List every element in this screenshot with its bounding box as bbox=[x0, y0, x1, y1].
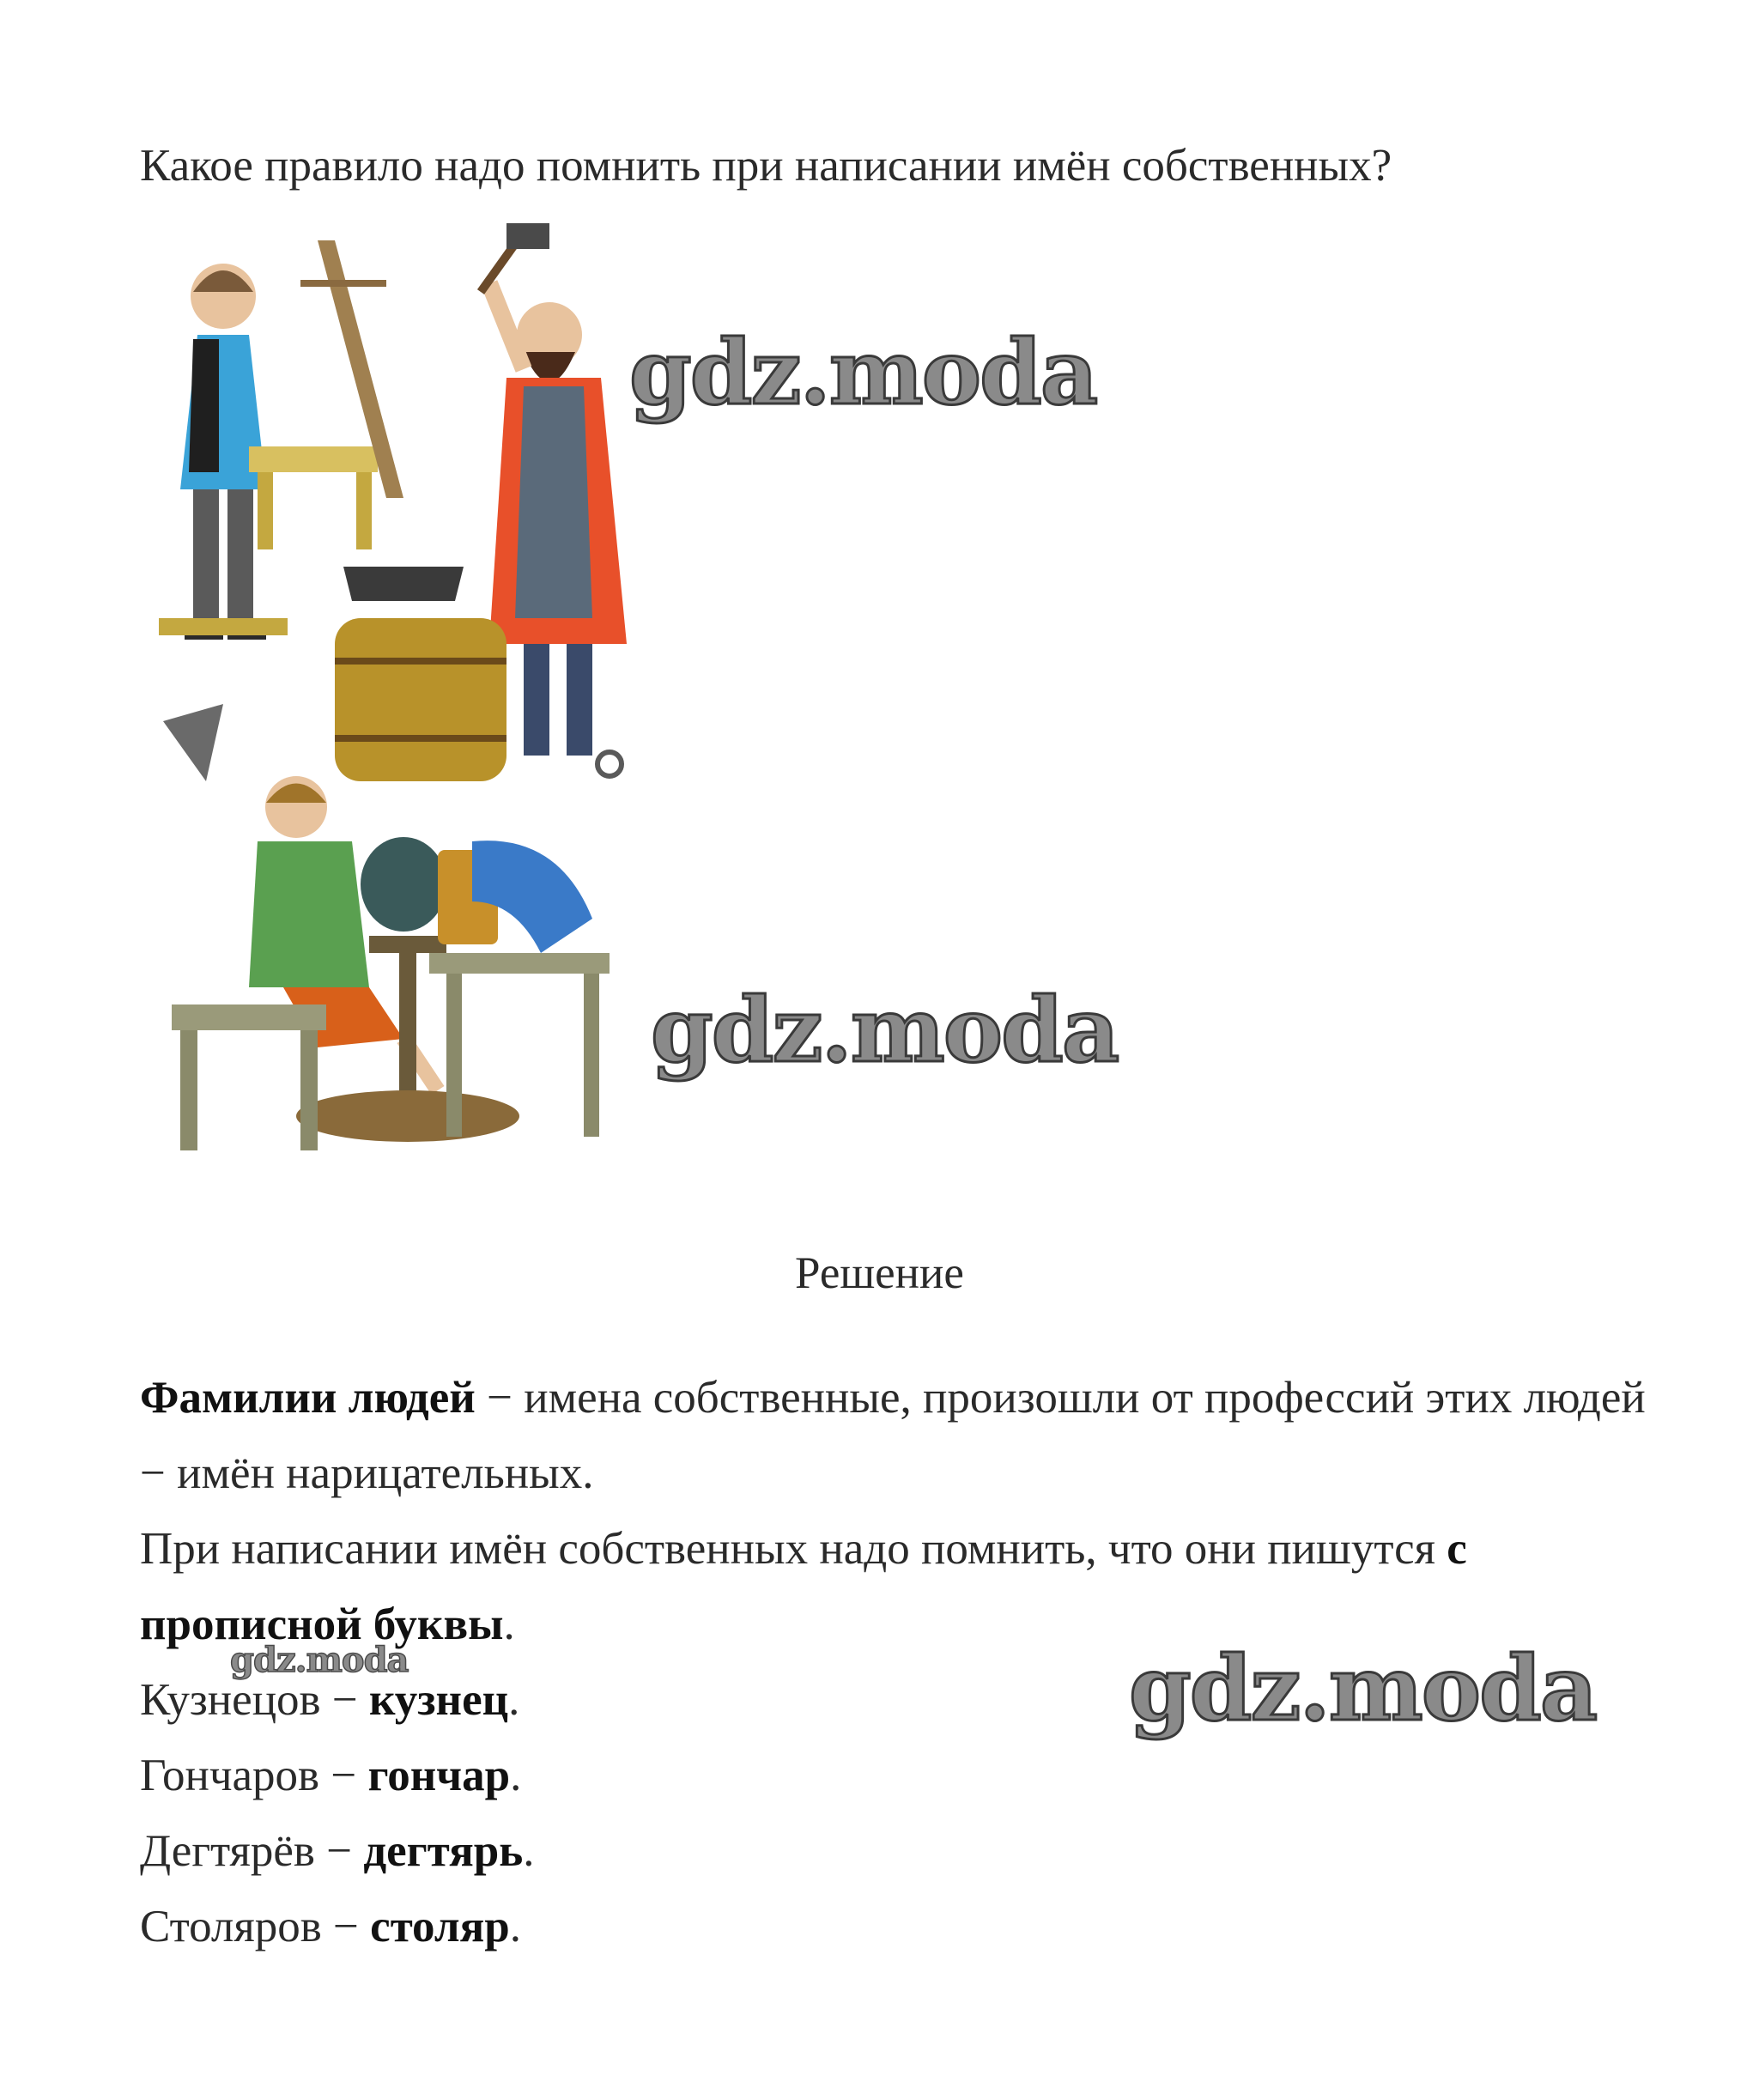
example-profession: гончар bbox=[367, 1751, 511, 1800]
potter-figure bbox=[172, 776, 610, 1150]
watermark: gdz.moda bbox=[629, 319, 1097, 425]
paragraph-text: − имена собственные, произошли от профессий этих людей − имён нарицательных. bbox=[140, 1373, 1646, 1498]
question-text: Какое правило надо помнить при написании имён собственных? bbox=[140, 141, 1392, 191]
example-line: Гончаров − гончар. bbox=[140, 1751, 522, 1800]
watermark: gdz.moda bbox=[651, 977, 1119, 1083]
example-profession: дегтярь bbox=[363, 1826, 524, 1876]
watermark: gdz.moda bbox=[230, 1640, 409, 1680]
example-line: Столяров − столяр. bbox=[140, 1902, 521, 1951]
craftsmen-illustration bbox=[146, 215, 695, 1176]
paragraph-rule: При написании имён собственных надо помнить, что они пишутся с прописной буквы. bbox=[140, 1524, 1467, 1649]
example-profession: кузнец bbox=[368, 1675, 509, 1725]
example-surname: Кузнецов bbox=[140, 1675, 321, 1725]
example-line: Кузнецов − кузнец. bbox=[140, 1675, 520, 1725]
example-surname: Гончаров bbox=[140, 1751, 320, 1800]
example-surname: Столяров bbox=[140, 1902, 322, 1951]
rule-text: При написании имён собственных надо помнить, что они пишутся bbox=[140, 1524, 1447, 1574]
example-line: Дегтярёв − дегтярь. bbox=[140, 1826, 535, 1876]
bold-term: Фамилии людей bbox=[140, 1373, 476, 1423]
solution-heading: Решение bbox=[795, 1248, 964, 1298]
watermark: gdz.moda bbox=[1129, 1636, 1597, 1741]
rule-bold: с прописной буквы bbox=[140, 1524, 1467, 1649]
paragraph-surnames bbox=[140, 1360, 1677, 1511]
example-surname: Дегтярёв bbox=[140, 1826, 315, 1876]
example-profession: столяр bbox=[370, 1902, 510, 1951]
